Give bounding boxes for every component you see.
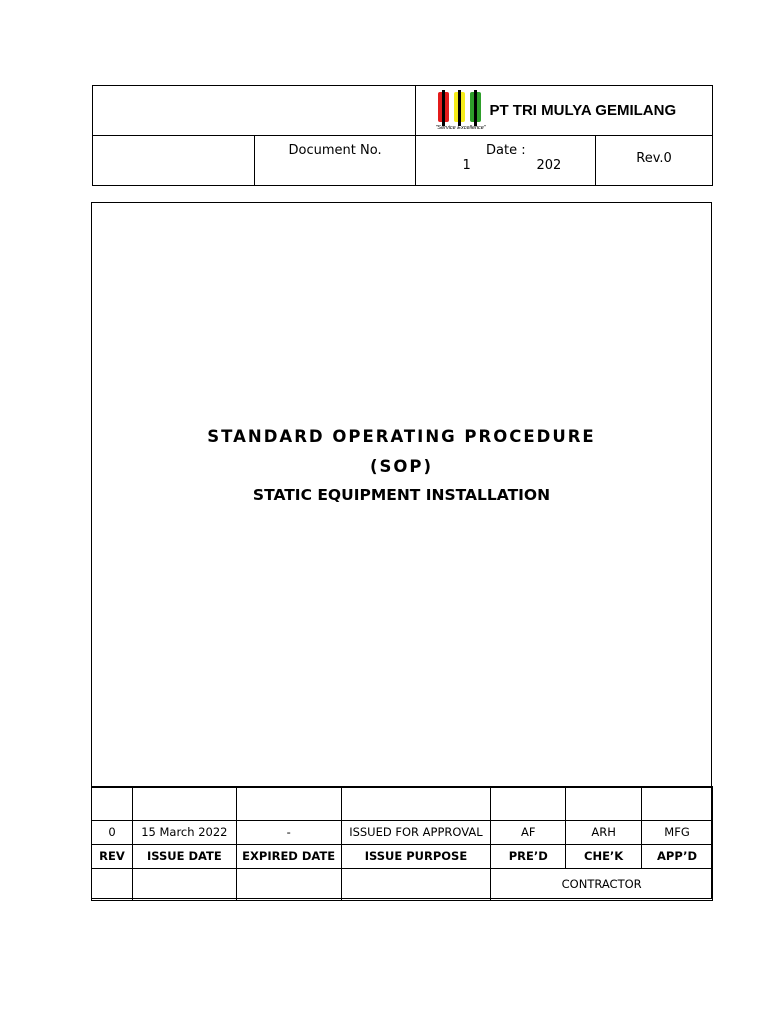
company-name: PT TRI MULYA GEMILANG (489, 102, 677, 119)
header-empty-cell (93, 136, 255, 186)
revision-table (91, 786, 713, 901)
table-header-row (92, 844, 713, 868)
empty-cell (341, 787, 491, 820)
expired-date-header: EXPIRED DATE (236, 844, 341, 868)
empty-cell (491, 787, 566, 820)
checked-value: ARH (566, 820, 642, 844)
empty-cell (92, 868, 133, 900)
empty-cell (132, 868, 236, 900)
issue-date-header: ISSUE DATE (132, 844, 236, 868)
empty-cell (236, 787, 341, 820)
table-row (92, 868, 713, 900)
expired-date-value: - (236, 820, 341, 844)
issue-purpose-value: ISSUED FOR APPROVAL (341, 820, 491, 844)
title-line-1: STANDARD OPERATING PROCEDURE (207, 427, 596, 446)
checked-header: CHE’K (566, 844, 642, 868)
table-row (92, 820, 713, 844)
approved-header: APP’D (642, 844, 713, 868)
document-header (92, 85, 713, 186)
approved-value: MFG (642, 820, 713, 844)
document-no-label: Document No. (288, 143, 382, 158)
rev-label: Rev.0 (636, 151, 672, 166)
empty-cell (566, 787, 642, 820)
date-value-year: 202 (536, 158, 562, 173)
table-row (92, 787, 713, 820)
empty-cell (132, 787, 236, 820)
company-tagline: "Service Excellence" (435, 125, 486, 131)
prepared-value: AF (491, 820, 566, 844)
document-no-cell (254, 136, 416, 186)
rev-header: REV (92, 844, 133, 868)
title-line-2: (SOP) (369, 457, 434, 476)
empty-cell (341, 868, 491, 900)
company-logo-cell (416, 86, 713, 136)
company-logo-icon (435, 90, 485, 126)
title-line-3: STATIC EQUIPMENT INSTALLATION (252, 486, 551, 504)
empty-cell (642, 787, 713, 820)
rev-cell (596, 136, 713, 186)
date-cell (416, 136, 596, 186)
prepared-header: PRE’D (491, 844, 566, 868)
rev-value: 0 (92, 820, 133, 844)
empty-cell (236, 868, 341, 900)
header-blank-cell (93, 86, 416, 136)
issue-date-value: 15 March 2022 (132, 820, 236, 844)
date-value-day: 1 (462, 158, 471, 173)
contractor-label: CONTRACTOR (491, 868, 713, 900)
date-label: Date : (486, 143, 526, 158)
issue-purpose-header: ISSUE PURPOSE (341, 844, 491, 868)
empty-cell (92, 787, 133, 820)
